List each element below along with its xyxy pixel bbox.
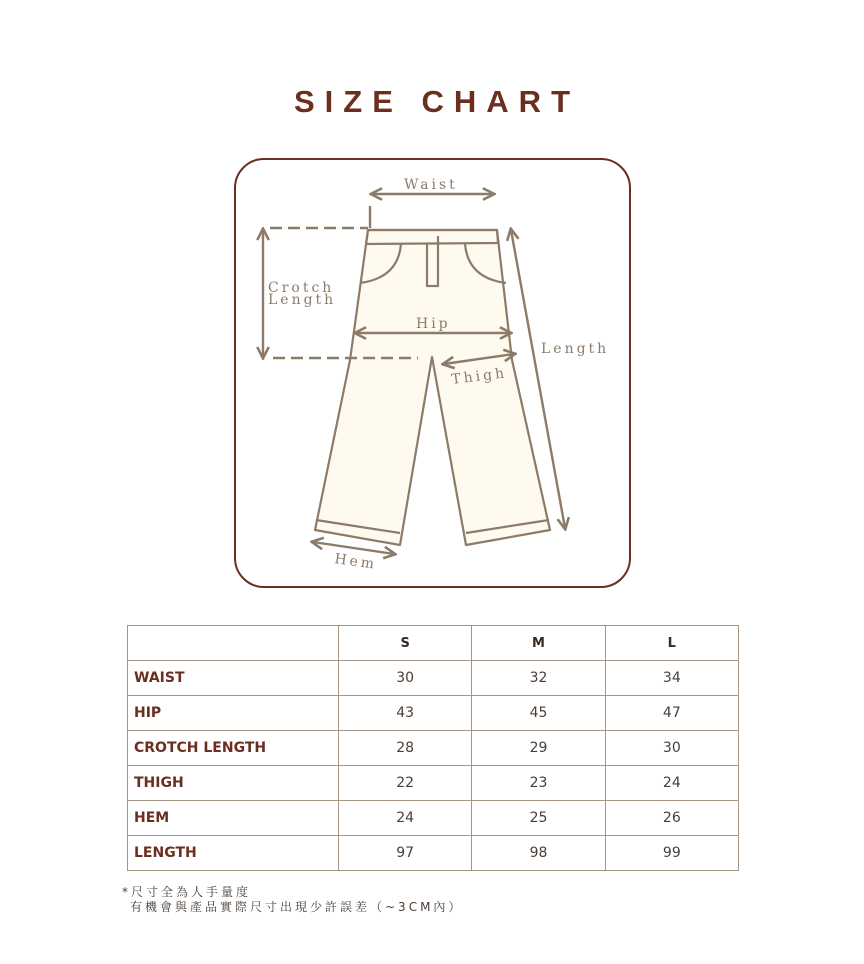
table-cell: 29	[472, 731, 605, 766]
table-row	[128, 801, 739, 836]
col-header: L	[605, 626, 738, 661]
table-cell: 30	[605, 731, 738, 766]
note-line-1: *尺寸全為人手量度	[122, 885, 252, 899]
row-label: THIGH	[128, 766, 339, 801]
table-cell: 45	[472, 696, 605, 731]
table-cell: 26	[605, 801, 738, 836]
table-cell: 22	[339, 766, 472, 801]
row-label: WAIST	[128, 661, 339, 696]
row-label: LENGTH	[128, 836, 339, 871]
table-cell: 24	[339, 801, 472, 836]
table-cell: 97	[339, 836, 472, 871]
table-cell: 43	[339, 696, 472, 731]
hem-arrow	[313, 542, 394, 554]
col-header: S	[339, 626, 472, 661]
label-waist: Waist	[404, 177, 458, 193]
row-label: CROTCH LENGTH	[128, 731, 339, 766]
table-corner	[128, 626, 339, 661]
table-cell: 34	[605, 661, 738, 696]
row-label: HEM	[128, 801, 339, 836]
pants-outline	[315, 230, 550, 545]
table-header-row	[128, 626, 739, 661]
label-crotch-2: Length	[268, 292, 337, 308]
table-row	[128, 731, 739, 766]
table-cell: 47	[605, 696, 738, 731]
table-cell: 24	[605, 766, 738, 801]
label-length: Length	[541, 341, 610, 357]
label-hip: Hip	[416, 316, 451, 332]
table-row	[128, 836, 739, 871]
table-row	[128, 696, 739, 731]
row-label: HIP	[128, 696, 339, 731]
label-thigh: Thigh	[450, 365, 508, 388]
table-cell: 28	[339, 731, 472, 766]
table-row	[128, 661, 739, 696]
page-title: SIZE CHART	[294, 84, 580, 119]
size-table	[127, 625, 739, 871]
table-cell: 99	[605, 836, 738, 871]
table-row	[128, 766, 739, 801]
table-cell: 23	[472, 766, 605, 801]
table-cell: 32	[472, 661, 605, 696]
col-header: M	[472, 626, 605, 661]
table-cell: 25	[472, 801, 605, 836]
table-cell: 30	[339, 661, 472, 696]
label-crotch-1: Crotch	[268, 280, 335, 296]
note-line-2: 有機會與產品實際尺寸出現少許誤差（~3CM內）	[130, 900, 464, 914]
label-hem: Hem	[333, 551, 379, 573]
measurement-note	[122, 885, 463, 915]
table-cell: 98	[472, 836, 605, 871]
